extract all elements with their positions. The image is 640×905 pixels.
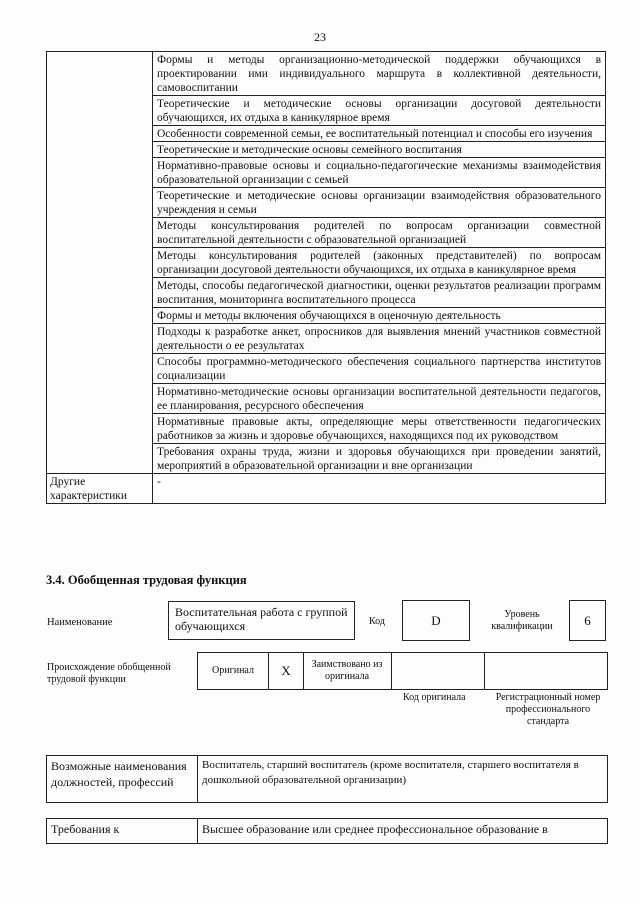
other-characteristics-value: - [153, 474, 606, 504]
knowledge-item: Нормативно-правовые основы и социально-педагогические механизмы взаимодействия образовательной организации с семьей [153, 158, 606, 188]
knowledge-row [47, 52, 606, 96]
page-number: 23 [314, 30, 326, 44]
requirements-value: Высшее образование или среднее профессиональное образование в [198, 819, 608, 844]
positions-table [46, 755, 608, 803]
name-value-box [168, 601, 355, 640]
original-label: Оригинал [212, 665, 254, 676]
knowledge-item: Нормативные правовые акты, определяющие меры ответственности педагогических работников за жизнь и здоровье обучающихся, находящихся под их руководством [153, 414, 606, 444]
code-label: Код [369, 616, 385, 627]
level-value-box [569, 600, 606, 641]
knowledge-item: Нормативно-методические основы организации воспитательной деятельности педагогов, ее планирования, ресурсного обеспечения [153, 384, 606, 414]
knowledge-item: Теоретические и методические основы семейного воспитания [153, 142, 606, 158]
positions-label: Возможные наименования должностей, профессий [47, 756, 198, 803]
name-label: Наименование [47, 617, 113, 628]
name-value: Воспитательная работа с группой обучающихся [175, 605, 348, 633]
positions-value: Воспитатель, старший воспитатель (кроме воспитателя, старшего воспитателя в дошкольной образовательной организации) [198, 756, 608, 803]
knowledge-table [46, 51, 606, 504]
original-mark: X [268, 653, 304, 689]
knowledge-item: Особенности современной семьи, ее воспитательный потенциал и способы его изучения [153, 126, 606, 142]
origin-label: Происхождение обобщенной трудовой функции [47, 662, 171, 685]
knowledge-item: Формы и методы организационно-методической поддержки обучающихся в проектировании ими индивидуального маршрута в коллективной деятельности, самовоспитании [153, 52, 606, 96]
knowledge-item: Теоретические и методические основы организации досуговой деятельности обучающихся, их отдыха в каникулярное время [153, 96, 606, 126]
level-label: Уровень квалификации [491, 609, 553, 632]
requirements-label: Требования к [47, 819, 198, 844]
knowledge-left-cell [47, 52, 153, 474]
knowledge-item: Способы программно-методического обеспечения социального партнерства институтов социализации [153, 354, 606, 384]
reg-number-caption: Регистрационный номер профессионального стандарта [495, 692, 601, 727]
knowledge-item: Методы консультирования родителей по вопросам организации совместной воспитательной деятельности с образовательной организацией [153, 218, 606, 248]
knowledge-item: Требования охраны труда, жизни и здоровья обучающихся при проведении занятий, мероприятий в образовательной организации и вне организации [153, 444, 606, 474]
other-characteristics-label: Другие характеристики [47, 474, 153, 504]
section-title: 3.4. Обобщенная трудовая функция [46, 573, 247, 587]
original-code-caption: Код оригинала [403, 692, 466, 703]
knowledge-item: Подходы к разработке анкет, опросников для выявления мнений участников совместной деятельности о ее результатах [153, 324, 606, 354]
knowledge-item: Теоретические и методические основы организации взаимодействия образовательного учреждения и семьи [153, 188, 606, 218]
knowledge-item: Методы консультирования родителей (законных представителей) по вопросам организации досуговой деятельности обучающихся, их отдыха в каникулярное время [153, 248, 606, 278]
origin-table [197, 652, 608, 690]
knowledge-item: Методы, способы педагогической диагностики, оценки результатов реализации программ воспитания, мониторинга воспитательного процесса [153, 278, 606, 308]
level-value: 6 [584, 612, 591, 628]
code-value: D [431, 612, 441, 628]
borrowed-label: Заимствовано из оригинала [311, 659, 383, 682]
requirements-table [46, 818, 608, 844]
other-characteristics-row [47, 474, 606, 504]
knowledge-item: Формы и методы включения обучающихся в оценочную деятельность [153, 308, 606, 324]
code-value-box [402, 600, 470, 641]
original-code-cell [391, 653, 485, 689]
